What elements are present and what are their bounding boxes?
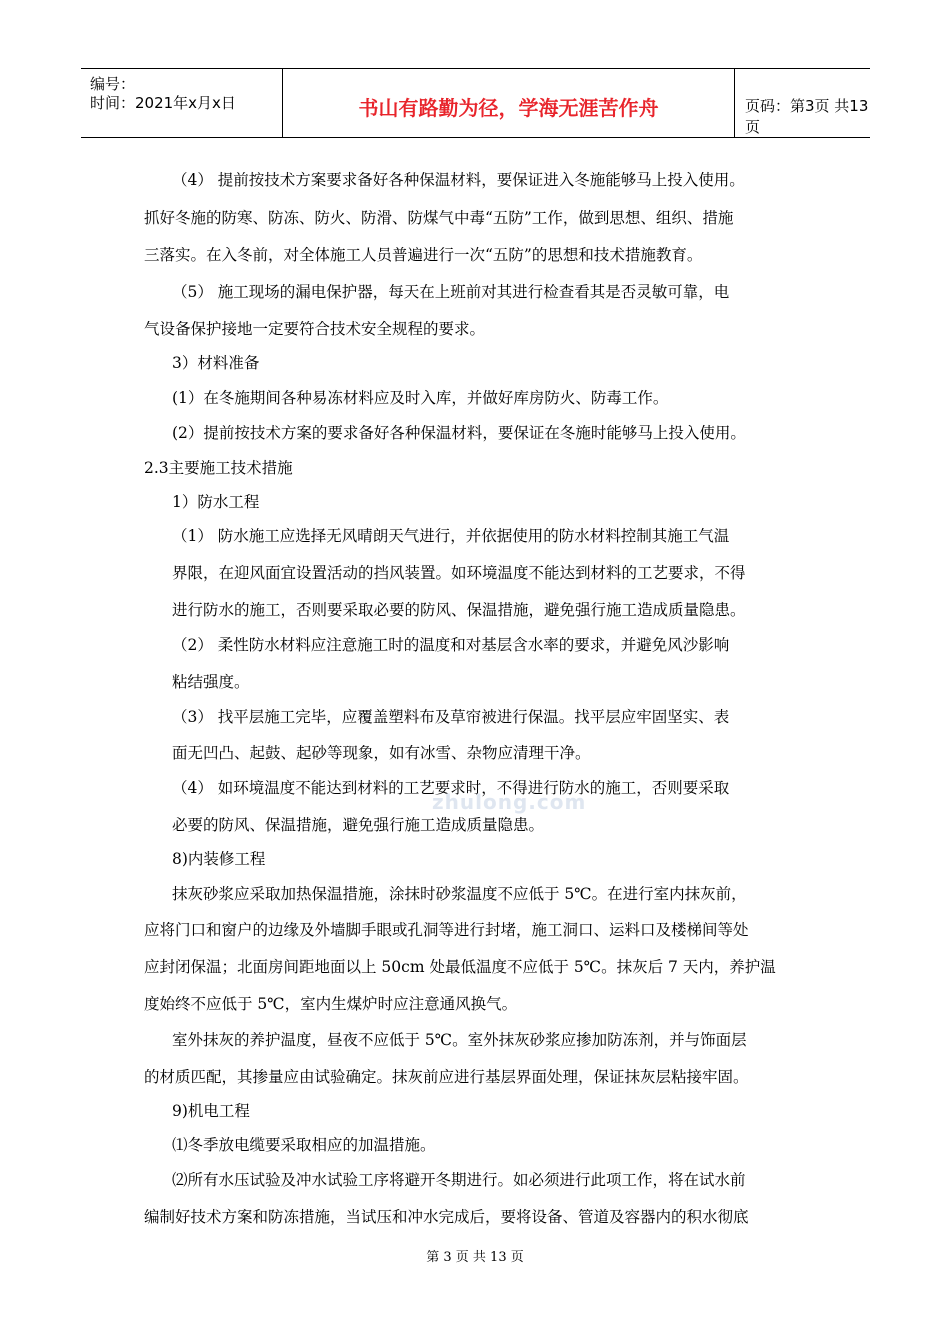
body-text-line: （2） 柔性防水材料应注意施工时的温度和对基层含水率的要求，并避免风沙影响 (172, 636, 730, 654)
body-text-line: （4） 提前按技术方案要求备好各种保温材料，要保证进入冬施能够马上投入使用。 (172, 171, 745, 189)
body-text-line: (1）在冬施期间各种易冻材料应及时入库，并做好库房防火、防毒工作。 (172, 389, 669, 407)
watermark: zhulong.com (432, 790, 587, 814)
document-number-label: 编号： (90, 75, 136, 93)
body-text-line: 界限，在迎风面宜设置活动的挡风装置。如环境温度不能达到材料的工艺要求，不得 (172, 564, 746, 582)
body-text-line: 必要的防风、保温措施，避免强行施工造成质量隐患。 (172, 816, 545, 834)
document-header (81, 68, 870, 138)
body-text-line: (2）提前按技术方案的要求备好各种保温材料，要保证在冬施时能够马上投入使用。 (172, 424, 746, 442)
body-text-line: （5） 施工现场的漏电保护器，每天在上班前对其进行检查看其是否灵敏可靠，电 (172, 283, 730, 301)
body-text-line: 8)内装修工程 (172, 850, 266, 868)
body-text-line: 编制好技术方案和防冻措施，当试压和冲水完成后，要将设备、管道及容器内的积水彻底 (144, 1208, 749, 1226)
body-text-line: 抓好冬施的防寒、防冻、防火、防滑、防煤气中毒“五防”工作，做到思想、组织、措施 (144, 209, 734, 227)
header-page-cell (734, 69, 870, 137)
body-text-line: 抹灰砂浆应采取加热保温措施，涂抹时砂浆温度不应低于 5℃。在进行室内抹灰前， (172, 885, 747, 903)
document-date-label: 时间：2021年x月x日 (90, 94, 236, 112)
body-text-line: 粘结强度。 (172, 673, 250, 691)
body-text-line: 度始终不应低于 5℃，室内生煤炉时应注意通风换气。 (144, 995, 518, 1013)
body-text-line: 气设备保护接地一定要符合技术安全规程的要求。 (144, 320, 486, 338)
body-text-line: 面无凹凸、起鼓、起砂等现象，如有冰雪、杂物应清理干净。 (172, 744, 591, 762)
body-text-line: 的材质匹配，其掺量应由试验确定。抹灰前应进行基层界面处理，保证抹灰层粘接牢固。 (144, 1068, 749, 1086)
body-text-line: 应封闭保温；北面房间距地面以上 50cm 处最低温度不应低于 5℃。抹灰后 7 天内，养护温 (144, 958, 776, 976)
body-text-line: 9)机电工程 (172, 1102, 250, 1120)
body-text-line: （3） 找平层施工完毕，应覆盖塑料布及草帘被进行保温。找平层应牢固坚实、表 (172, 708, 730, 726)
body-text-line: 1）防水工程 (172, 493, 260, 511)
header-page-label: 页码：第3页 共13页 (745, 97, 869, 136)
body-text-line: ⑵所有水压试验及冲水试验工序将避开冬期进行。如必须进行此项工作，将在试水前 (172, 1171, 746, 1189)
body-text-line: 室外抹灰的养护温度，昼夜不应低于 5℃。室外抹灰砂浆应掺加防冻剂，并与饰面层 (172, 1031, 747, 1049)
body-text-line: （4） 如环境温度不能达到材料的工艺要求时，不得进行防水的施工，否则要采取 (172, 779, 730, 797)
page-footer: 第 3 页 共 13 页 (426, 1250, 524, 1265)
body-text-line: 三落实。在入冬前，对全体施工人员普遍进行一次“五防”的思想和技术措施教育。 (144, 246, 703, 264)
body-text-line: 应将门口和窗户的边缘及外墙脚手眼或孔洞等进行封堵，施工洞口、运料口及楼梯间等处 (144, 921, 749, 939)
body-text-line: 2.3主要施工技术措施 (144, 459, 293, 477)
body-text-line: 进行防水的施工，否则要采取必要的防风、保温措施，避免强行施工造成质量隐患。 (172, 601, 746, 619)
body-text-line: （1） 防水施工应选择无风晴朗天气进行，并依据使用的防水材料控制其施工气温 (172, 527, 730, 545)
body-text-line: 3）材料准备 (172, 354, 260, 372)
header-info-cell (81, 69, 282, 137)
header-motto: 书山有路勤为径，学海无涯苦作舟 (358, 96, 659, 120)
body-text-line: ⑴冬季放电缆要采取相应的加温措施。 (172, 1136, 436, 1154)
header-motto-cell (282, 69, 735, 137)
